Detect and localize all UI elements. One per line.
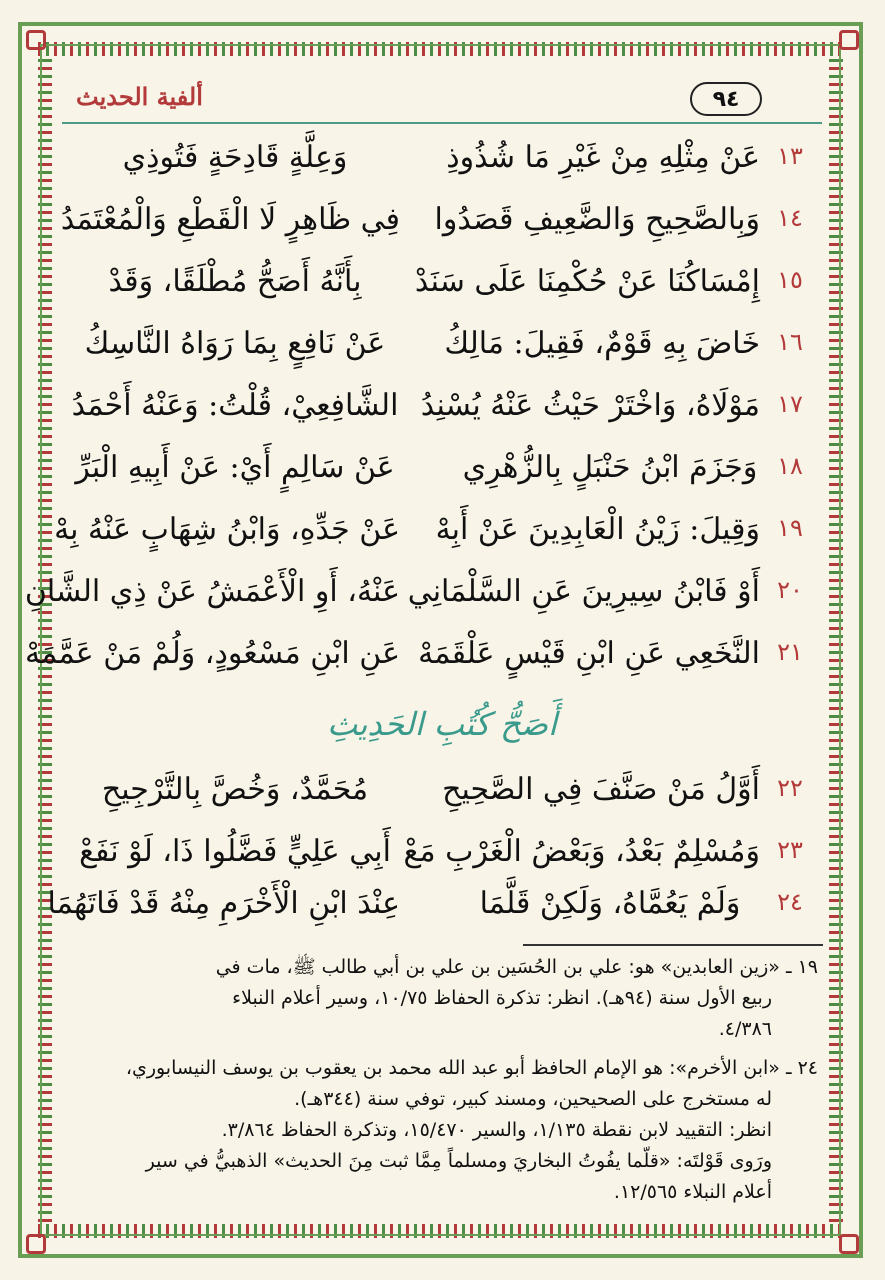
verse-first-hemistich: وَلَمْ يَعُمَّاهُ، وَلَكِنْ قَلَّمَا <box>479 886 741 921</box>
verse-number: ١٥ <box>777 266 803 294</box>
section-heading: أَصَحُّ كُتُبِ الحَدِيثِ <box>327 705 557 743</box>
verse-first-hemistich: وَبِالصَّحِيحِ وَالضَّعِيفِ قَصَدُوا <box>434 202 760 237</box>
verse-number: ١٣ <box>777 142 803 170</box>
verse-second-hemistich: مُحَمَّدٌ، وَخُصَّ بِالتَّرْجِيحِ <box>101 772 369 807</box>
verse-number: ١٦ <box>777 328 803 356</box>
verse-number: ١٨ <box>777 452 803 480</box>
verse-row <box>70 252 810 312</box>
verse-number: ١٤ <box>777 204 803 232</box>
verse-row <box>70 760 810 820</box>
footnote-line: ١٩ ـ «زين العابدين» هو: علي بن الحُسَين بن علي بن أبي طالب ﷺ، مات في <box>215 956 818 978</box>
corner-ornament <box>26 30 46 50</box>
verse-second-hemistich: عِنْدَ ابْنِ الْأَخْرَمِ مِنْهُ قَدْ فَاتَهُمَا <box>47 886 400 921</box>
footnote-line: ربيع الأول سنة (٩٤هـ). انظر: تذكرة الحفاظ ١٠/٧٥، وسير أعلام النبلاء <box>232 987 772 1009</box>
footnote-line: له مستخرج على الصحيحين، ومسند كبير، توفي سنة (٣٤٤هـ). <box>294 1088 772 1110</box>
footnote-line: ورَوى قَوْلتَه: «قلّما يفُوتُ البخاريَ ومسلماً مِمَّا ثبت مِنَ الحديث» الذهبيُّ في سير <box>145 1150 772 1172</box>
verse-second-hemistich: عَنْ سَالِمٍ أَيْ: عَنْ أَبِيهِ الْبَرِّ <box>75 450 395 485</box>
verse-first-hemistich: وَقِيلَ: زَيْنُ الْعَابِدِينَ عَنْ أَبِهْ <box>435 512 760 547</box>
verse-row <box>47 874 810 934</box>
verse-first-hemistich: خَاضَ بِهِ قَوْمٌ، فَقِيلَ: مَالِكُ <box>444 326 760 361</box>
verse-second-hemistich: الشَّافِعِيْ، قُلْتُ: وَعَنْهُ أَحْمَدُ <box>71 388 399 423</box>
corner-ornament <box>839 1234 859 1254</box>
footnote <box>66 1053 818 1208</box>
verse-number: ٢٤ <box>777 888 803 916</box>
verse-row <box>70 376 810 436</box>
verse-first-hemistich: أَوَّلُ مَنْ صَنَّفَ فِي الصَّحِيحِ <box>442 772 760 807</box>
verse-second-hemistich: فِي ظَاهِرٍ لَا الْقَطْعِ وَالْمُعْتَمَدُ <box>60 202 400 237</box>
verse-first-hemistich: مَوْلَاهُ، وَاخْتَرْ حَيْثُ عَنْهُ يُسْنِدُ <box>420 388 760 423</box>
verse-first-hemistich: النَّخَعِي عَنِ ابْنِ قَيْسٍ عَلْقَمَهْ <box>418 636 760 671</box>
verse-row <box>70 314 810 374</box>
page-header <box>62 82 822 122</box>
footnote-separator <box>523 944 823 946</box>
verse-second-hemistich: عَنِ ابْنِ مَسْعُودٍ، وَلُمْ مَنْ عَمَّمَهْ <box>25 636 400 671</box>
verse-row <box>70 128 810 188</box>
running-title: ألفية الحديث <box>76 82 203 111</box>
header-rule <box>62 122 822 124</box>
verse-first-hemistich: عَنْ مِثْلِهِ مِنْ غَيْرِ مَا شُذُوذِ <box>446 140 760 175</box>
verse-first-hemistich: وَمُسْلِمٌ بَعْدُ، وَبَعْضُ الْغَرْبِ مَعْ <box>403 834 760 869</box>
page-number: ٩٤ <box>690 82 762 116</box>
verse-second-hemistich: عَنْ جَدِّهِ، وَابْنُ شِهَابٍ عَنْهُ بِهْ <box>54 512 400 547</box>
verse-number: ٢٢ <box>777 774 803 802</box>
verse-row <box>70 822 810 882</box>
verse-second-hemistich: بِأَنَّهُ أَصَحُّ مُطْلَقًا، وَقَدْ <box>108 264 362 299</box>
footnote-line: أعلام النبلاء ١٢/٥٦٥. <box>613 1181 772 1203</box>
verse-row <box>25 624 810 684</box>
footnotes <box>66 952 818 1216</box>
verse-first-hemistich: إِمْسَاكُنَا عَنْ حُكْمِنَا عَلَى سَنَدْ <box>414 264 760 299</box>
verse-second-hemistich: أَبِي عَلِيٍّ فَضَّلُوا ذَا، لَوْ نَفَعْ <box>79 834 391 869</box>
verse-number: ٢٠ <box>777 576 803 604</box>
verse-second-hemistich: وَعِلَّةٍ قَادِحَةٍ فَتُوذِي <box>122 140 348 175</box>
verse-number: ٢١ <box>777 638 803 666</box>
footnote <box>66 952 818 1045</box>
verse-number: ١٩ <box>777 514 803 542</box>
verse-second-hemistich: عَنْهُ، أَوِ الْأَعْمَشُ عَنْ ذِي الشَّانِ <box>24 574 400 609</box>
footnote-line: ٤/٣٨٦. <box>718 1018 772 1040</box>
verse-first-hemistich: أَوْ فَابْنُ سِيرِينَ عَنِ السَّلْمَانِي <box>407 574 760 609</box>
verse-number: ١٧ <box>777 390 803 418</box>
corner-ornament <box>839 30 859 50</box>
verse-number: ٢٣ <box>777 836 803 864</box>
verse-first-hemistich: وَجَزَمَ ابْنُ حَنْبَلٍ بِالزُّهْرِي <box>462 450 758 485</box>
verse-row <box>70 438 810 498</box>
verse-row <box>24 562 810 622</box>
footnote-line: انظر: التقييد لابن نقطة ١/١٣٥، والسير ١٥/٤٧٠، وتذكرة الحفاظ ٣/٨٦٤. <box>221 1119 772 1141</box>
verse-row <box>54 500 810 560</box>
footnote-line: ٢٤ ـ «ابن الأخرم»: هو الإمام الحافظ أبو عبد الله محمد بن يعقوب بن يوسف النيسابوري، <box>125 1057 818 1079</box>
verse-row <box>60 190 810 250</box>
verse-second-hemistich: عَنْ نَافِعٍ بِمَا رَوَاهُ النَّاسِكُ <box>84 326 386 361</box>
corner-ornament <box>26 1234 46 1254</box>
